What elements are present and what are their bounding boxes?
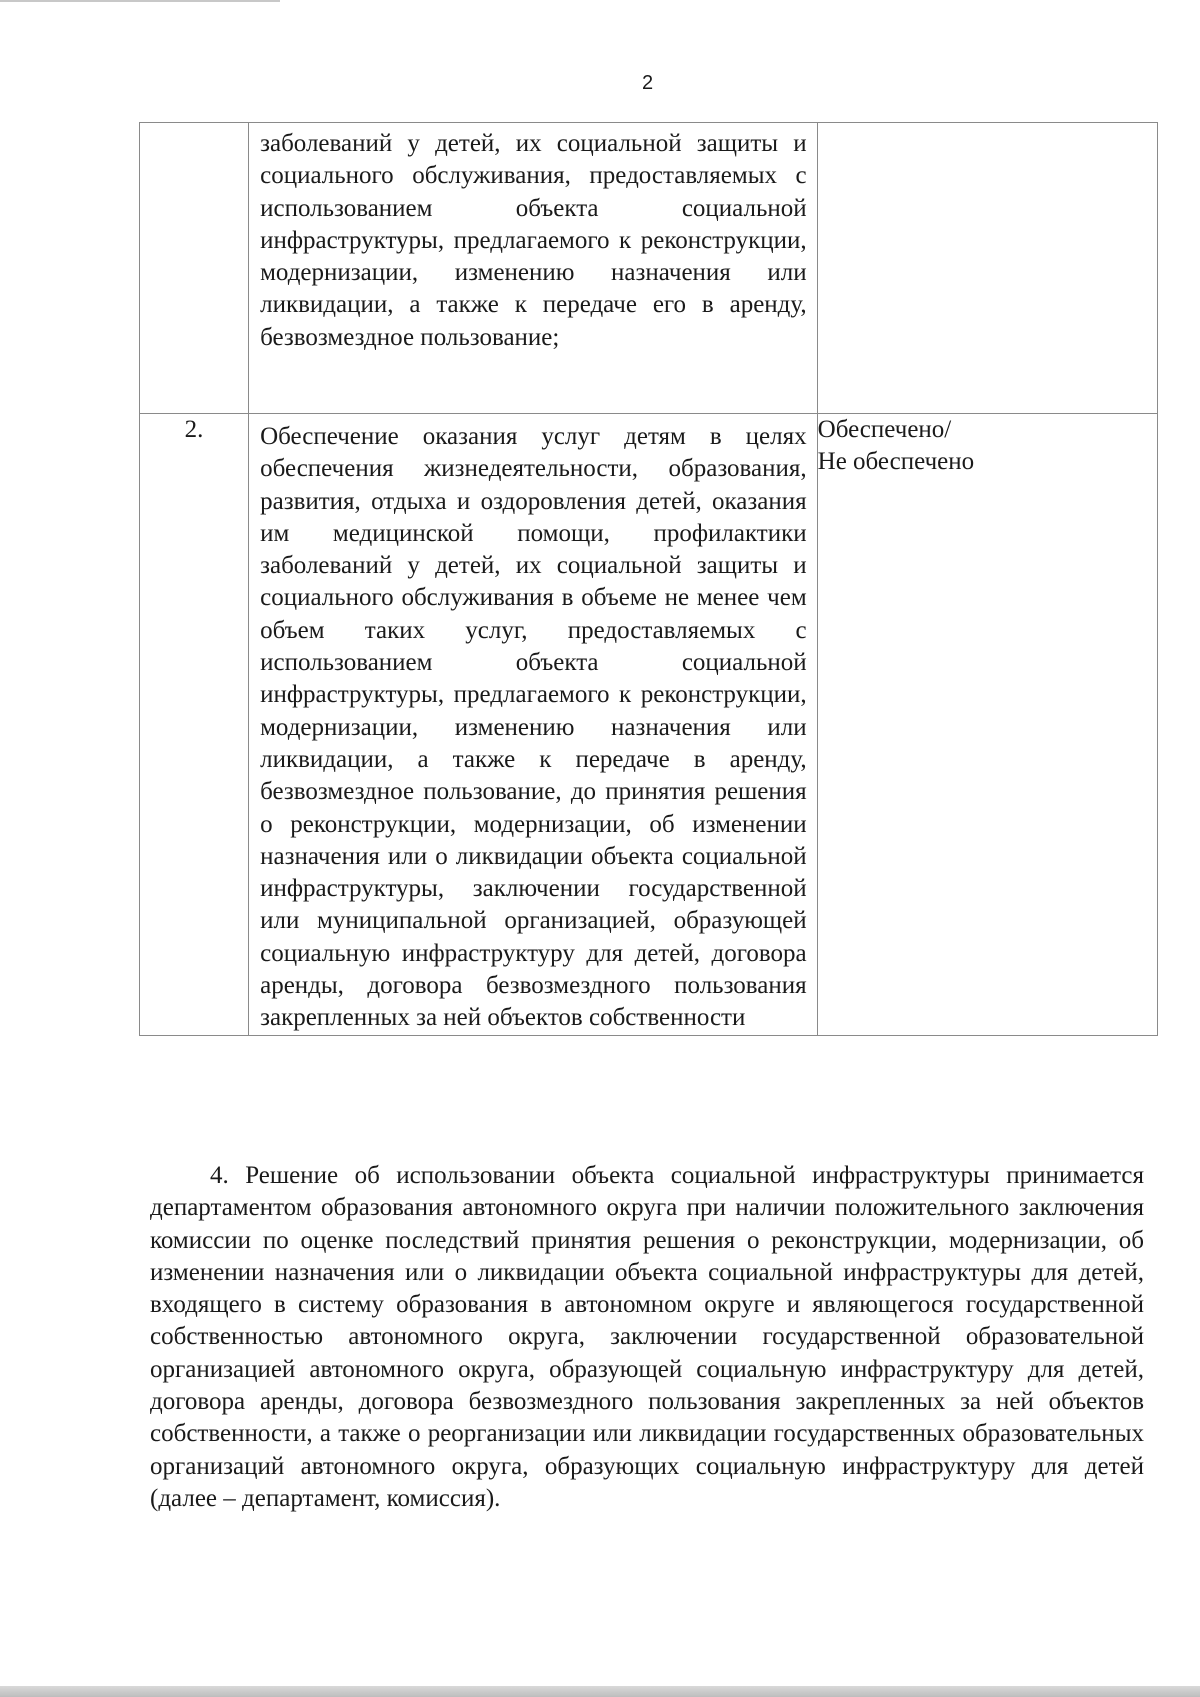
scan-edge-bottom bbox=[0, 1686, 1200, 1697]
page-number: 2 bbox=[641, 72, 654, 94]
paragraph-4: 4. Решение об использовании объекта социальной инфраструктуры принимается департаментом образования автономного округа при наличии положительного заключения комиссии по оценке последствий принятия решения о реконструкции, модернизации, об изменении назначения или о ликвидации объекта социальной инфраструктуры для детей, входящего в систему образования в автономном округе и являющегося государственной собственностью автономного округа, заключении государственной образовательной организацией автономного округа, образующей социальную инфраструктуру для детей, договора аренды, договора безвозмездного пользования закрепленных за ней объектов собственности, а также о реорганизации или ликвидации государственных образовательных организаций автономного округа, образующих социальную инфраструктуру для детей (далее – департамент, комиссия). bbox=[150, 1162, 1144, 1512]
criterion-cell bbox=[249, 123, 818, 414]
status-cell bbox=[817, 123, 1157, 414]
scan-edge-top bbox=[0, 0, 280, 2]
row-number-cell bbox=[140, 123, 249, 414]
table-row bbox=[140, 414, 1158, 1036]
status-option-not-provided: Не обеспечено bbox=[817, 448, 975, 476]
criterion-text: заболеваний у детей, их социальной защиты и социального обслуживания, предоставляемых с использованием объекта социальной инфраструктуры, предлагаемого к реконструкции, модернизации, изменению назначения или ликвидации, а также к передаче его в аренду, безвозмездное пользование; bbox=[260, 130, 807, 351]
criterion-text: Обеспечение оказания услуг детям в целях обеспечения жизнедеятельности, образования, развития, отдыха и оздоровления детей, оказания им медицинской помощи, профилактики заболеваний у детей, их социальной защиты и социального обслуживания в объеме не менее чем объем таких услуг, предоставляемых с использованием объекта социальной инфраструктуры, предлагаемого к реконструкции, модернизации, изменению назначения или ликвидации, а также к передаче в аренду, безвозмездное пользование, до принятия решения о реконструкции, модернизации, об изменении назначения или о ликвидации объекта социальной инфраструктуры, заключении государственной или муниципальной организацией, образующей социальную инфраструктуру для детей, договора аренды, договора безвозмездного пользования закрепленных за ней объектов собственности bbox=[260, 423, 807, 1032]
table-row bbox=[140, 123, 1158, 414]
row-number-cell: 2. bbox=[140, 414, 249, 1036]
criteria-table bbox=[139, 122, 1158, 1036]
status-cell bbox=[817, 414, 1157, 1036]
criterion-cell bbox=[249, 414, 818, 1036]
status-option-provided: Обеспечено/ bbox=[817, 416, 952, 443]
